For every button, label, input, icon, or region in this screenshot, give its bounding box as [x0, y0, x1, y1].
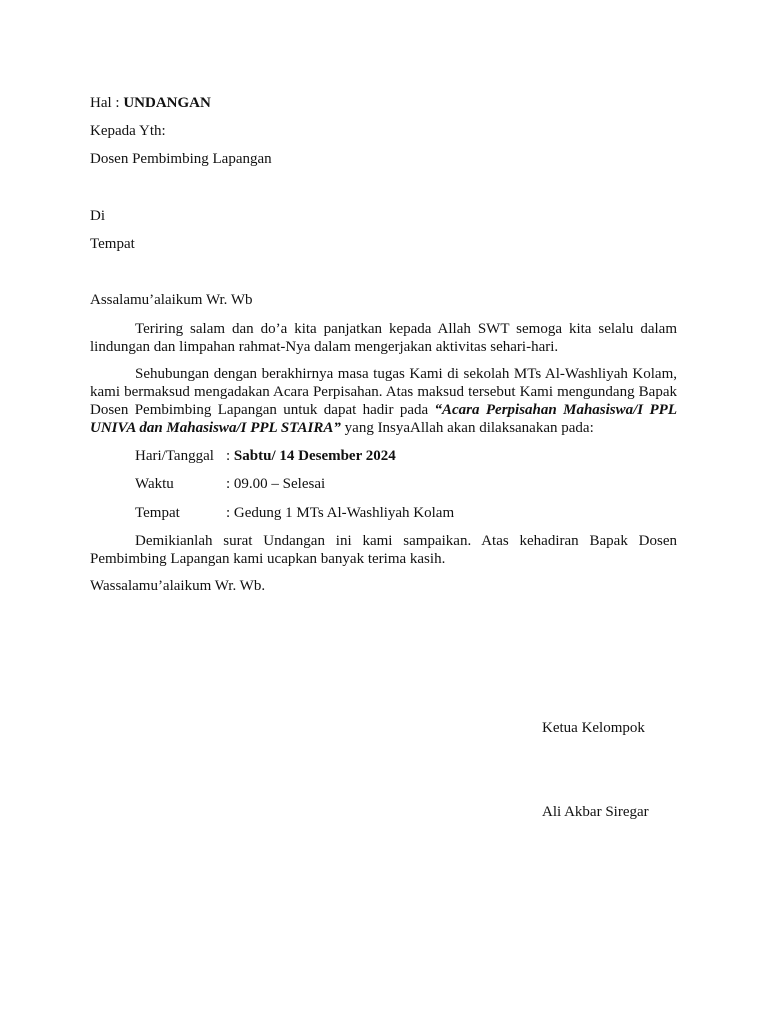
opening-greeting: Assalamu’alaikum Wr. Wb: [90, 292, 253, 308]
event-name: “Acara Perpisahan Mahasiswa/I PPL UNIVA dan Mahasiswa/I PPL STAIRA”: [90, 402, 677, 436]
paragraph-invitation-end: yang InsyaAllah akan dilaksanakan pada:: [340, 420, 594, 436]
location-tempat: Tempat: [90, 236, 135, 252]
subject-value: UNDANGAN: [123, 95, 211, 111]
detail-time: [135, 475, 325, 493]
location-di: Di: [90, 208, 105, 224]
detail-date: [135, 447, 396, 465]
paragraph-invitation-start: Sehubungan dengan berakhirnya masa tugas Kami di sekolah MTs Al-Washliyah Kolam, kami bermaksud mengadakan Acara Perpisahan. Atas maksud tersebut Kami mengundang Bapak Dosen Pembimbing Lapangan untuk dapat hadir pada: [90, 366, 677, 418]
detail-date-value: Sabtu/ 14 Desember 2024: [233, 448, 396, 464]
paragraph-closing: [90, 532, 677, 568]
detail-date-label: Hari/Tanggal: [135, 448, 214, 464]
closing-greeting: Wassalamu’alaikum Wr. Wb.: [90, 578, 266, 594]
detail-date-sep: :: [226, 448, 234, 464]
paragraph-opening: [90, 320, 677, 356]
signature-title: Ketua Kelompok: [542, 720, 645, 736]
detail-time-label: Waktu: [135, 476, 174, 492]
detail-place-label: Tempat: [135, 505, 180, 521]
detail-time-value: : 09.00 – Selesai: [226, 476, 326, 492]
paragraph-opening-text: Teriring salam dan do’a kita panjatkan kepada Allah SWT semoga kita selalu dalam lindungan dan limpahan rahmat-Nya dalam mengerjakan aktivitas sehari-hari.: [90, 321, 677, 355]
paragraph-closing-text: Demikianlah surat Undangan ini kami sampaikan. Atas kehadiran Bapak Dosen Pembimbing Lapangan kami ucapkan banyak terima kasih.: [90, 533, 677, 567]
subject-line: [90, 94, 211, 112]
addressee-label: Kepada Yth:: [90, 123, 166, 139]
subject-label: Hal :: [90, 95, 124, 111]
detail-place: [135, 504, 454, 522]
paragraph-invitation: [90, 365, 677, 437]
recipient-name: Dosen Pembimbing Lapangan: [90, 151, 272, 167]
detail-place-value: : Gedung 1 MTs Al-Washliyah Kolam: [226, 505, 455, 521]
signature-name: Ali Akbar Siregar: [542, 804, 649, 820]
